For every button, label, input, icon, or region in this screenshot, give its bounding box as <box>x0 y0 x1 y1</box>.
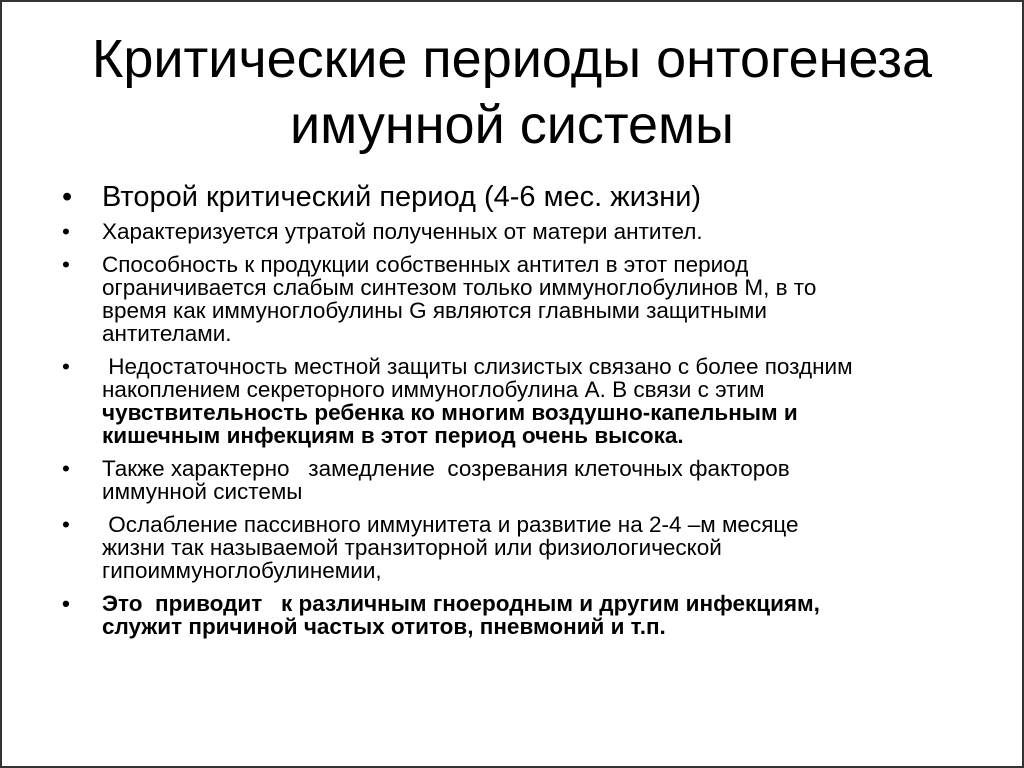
bullet-line: • Также характерно замедление созревания клеточных факторов <box>102 456 790 481</box>
slide-title-line-1: Критические периоды онтогенеза <box>91 29 933 89</box>
bullet-line-emphasis <box>102 424 982 447</box>
slide-title-line-2: имунной системы <box>290 95 734 155</box>
bullet-line: жизни так называемой транзиторной или физиологической <box>102 535 722 560</box>
bullet-item-infections <box>62 592 982 638</box>
bold-text: кишечным инфекциям в этот период очень высока. <box>102 423 684 448</box>
bullet-line: • Характеризуется утратой полученных от матери антител. <box>102 219 703 244</box>
bullet-line: • Ослабление пассивного иммунитета и развитие на 2-4 –м месяце <box>102 512 799 537</box>
bullet-line-emphasis <box>102 401 982 424</box>
bullet-item-cellular-factors <box>62 457 982 503</box>
bullet-line: • Это приводит к различным гноеродным и другим инфекциям, <box>102 591 820 616</box>
bullet-line: накоплением секреторного иммуноглобулина А. В связи с этим <box>102 377 765 402</box>
bullet-line: • Недостаточность местной защиты слизистых связано с более поздним <box>102 354 853 379</box>
bullet-line: • Второй критический период (4-6 мес. жизни) <box>102 181 702 213</box>
bullet-item-passive-immunity <box>62 513 982 582</box>
bold-text: чувствительность ребенка ко многим воздушно-капельным и <box>102 400 798 425</box>
bullet-line: время как иммуноглобулины G являются главными защитными <box>102 298 767 323</box>
bullet-line: • Способность к продукции собственных антител в этот период <box>102 252 749 277</box>
bullet-line: ограничивается слабым синтезом только иммуноглобулинов М, в то <box>102 275 817 300</box>
bullet-line: гипоиммуноглобулинемии, <box>102 558 382 583</box>
bullet-line: служит причиной частых отитов, пневмоний и т.п. <box>102 614 666 639</box>
bullet-item-mucosal-protection <box>62 355 982 447</box>
bullet-line: иммунной системы <box>102 479 303 504</box>
bullet-item-antibody-production <box>62 253 982 345</box>
bullet-line: антителами. <box>102 321 232 346</box>
bullet-item-second-critical-period <box>62 180 982 214</box>
bullet-item-maternal-antibodies <box>62 220 982 243</box>
slide-title <box>22 26 1002 158</box>
bullet-list <box>62 180 982 648</box>
